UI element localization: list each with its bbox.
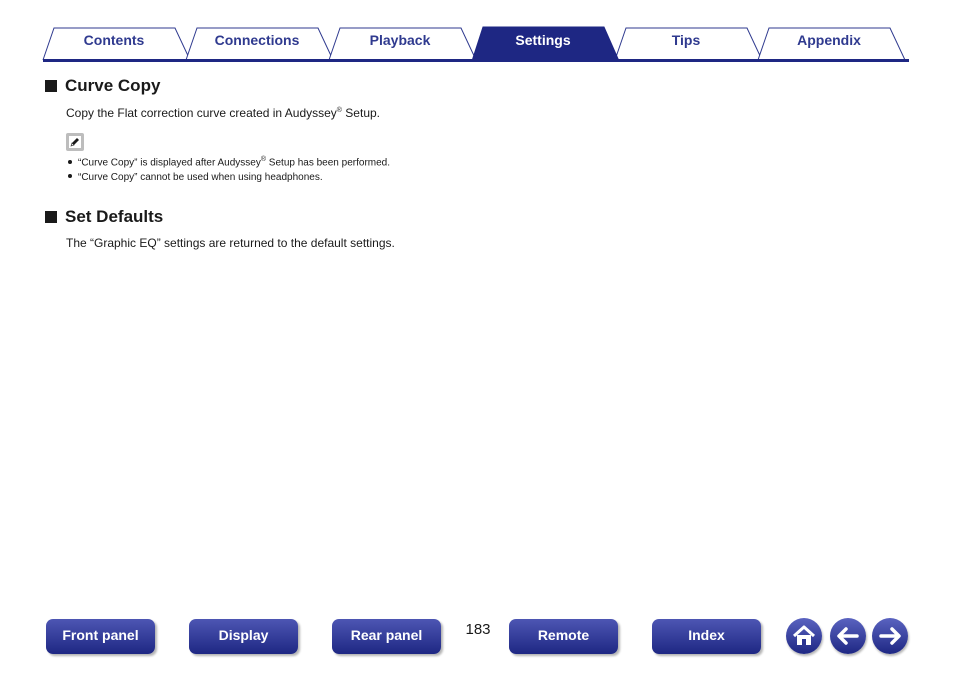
square-bullet-icon — [45, 211, 57, 223]
registered-mark: ® — [260, 156, 267, 163]
desc-text-end: Setup. — [341, 106, 380, 120]
rear-panel-button[interactable]: Rear panel — [332, 619, 441, 654]
tab-tips[interactable]: Tips — [671, 32, 701, 48]
note-text: “Curve Copy” is displayed after Audyssey — [78, 157, 261, 169]
display-button[interactable]: Display — [189, 619, 298, 654]
remote-button[interactable]: Remote — [509, 619, 618, 654]
curve-copy-description — [66, 106, 380, 120]
set-defaults-description: The “Graphic EQ” settings are returned to the default settings. — [66, 236, 395, 250]
note-item — [68, 156, 390, 168]
bullet-dot-icon — [68, 160, 72, 164]
home-icon[interactable] — [786, 618, 822, 654]
tab-playback[interactable]: Playback — [369, 32, 431, 48]
desc-text: Copy the Flat correction curve created in Audyssey — [66, 106, 337, 120]
tab-bar — [0, 0, 954, 64]
tab-appendix[interactable]: Appendix — [797, 32, 861, 48]
note-text-end: Setup has been performed. — [266, 157, 391, 169]
tab-settings[interactable]: Settings — [515, 32, 571, 48]
pencil-icon — [66, 133, 84, 151]
section-title-text: Set Defaults — [65, 207, 164, 226]
registered-mark: ® — [336, 107, 342, 114]
section-title-text: Curve Copy — [65, 76, 161, 95]
section-curve-copy-title — [45, 76, 160, 96]
section-set-defaults-title — [45, 207, 163, 227]
tab-contents[interactable]: Contents — [83, 32, 145, 48]
page-number: 183 — [465, 621, 491, 638]
index-button[interactable]: Index — [652, 619, 761, 654]
square-bullet-icon — [45, 80, 57, 92]
arrow-right-icon[interactable] — [872, 618, 908, 654]
bullet-dot-icon — [68, 174, 72, 178]
front-panel-button[interactable]: Front panel — [46, 619, 155, 654]
tab-connections[interactable]: Connections — [214, 32, 300, 48]
arrow-left-icon[interactable] — [830, 618, 866, 654]
note-text: “Curve Copy” cannot be used when using headphones. — [78, 172, 323, 183]
note-item — [68, 172, 323, 183]
